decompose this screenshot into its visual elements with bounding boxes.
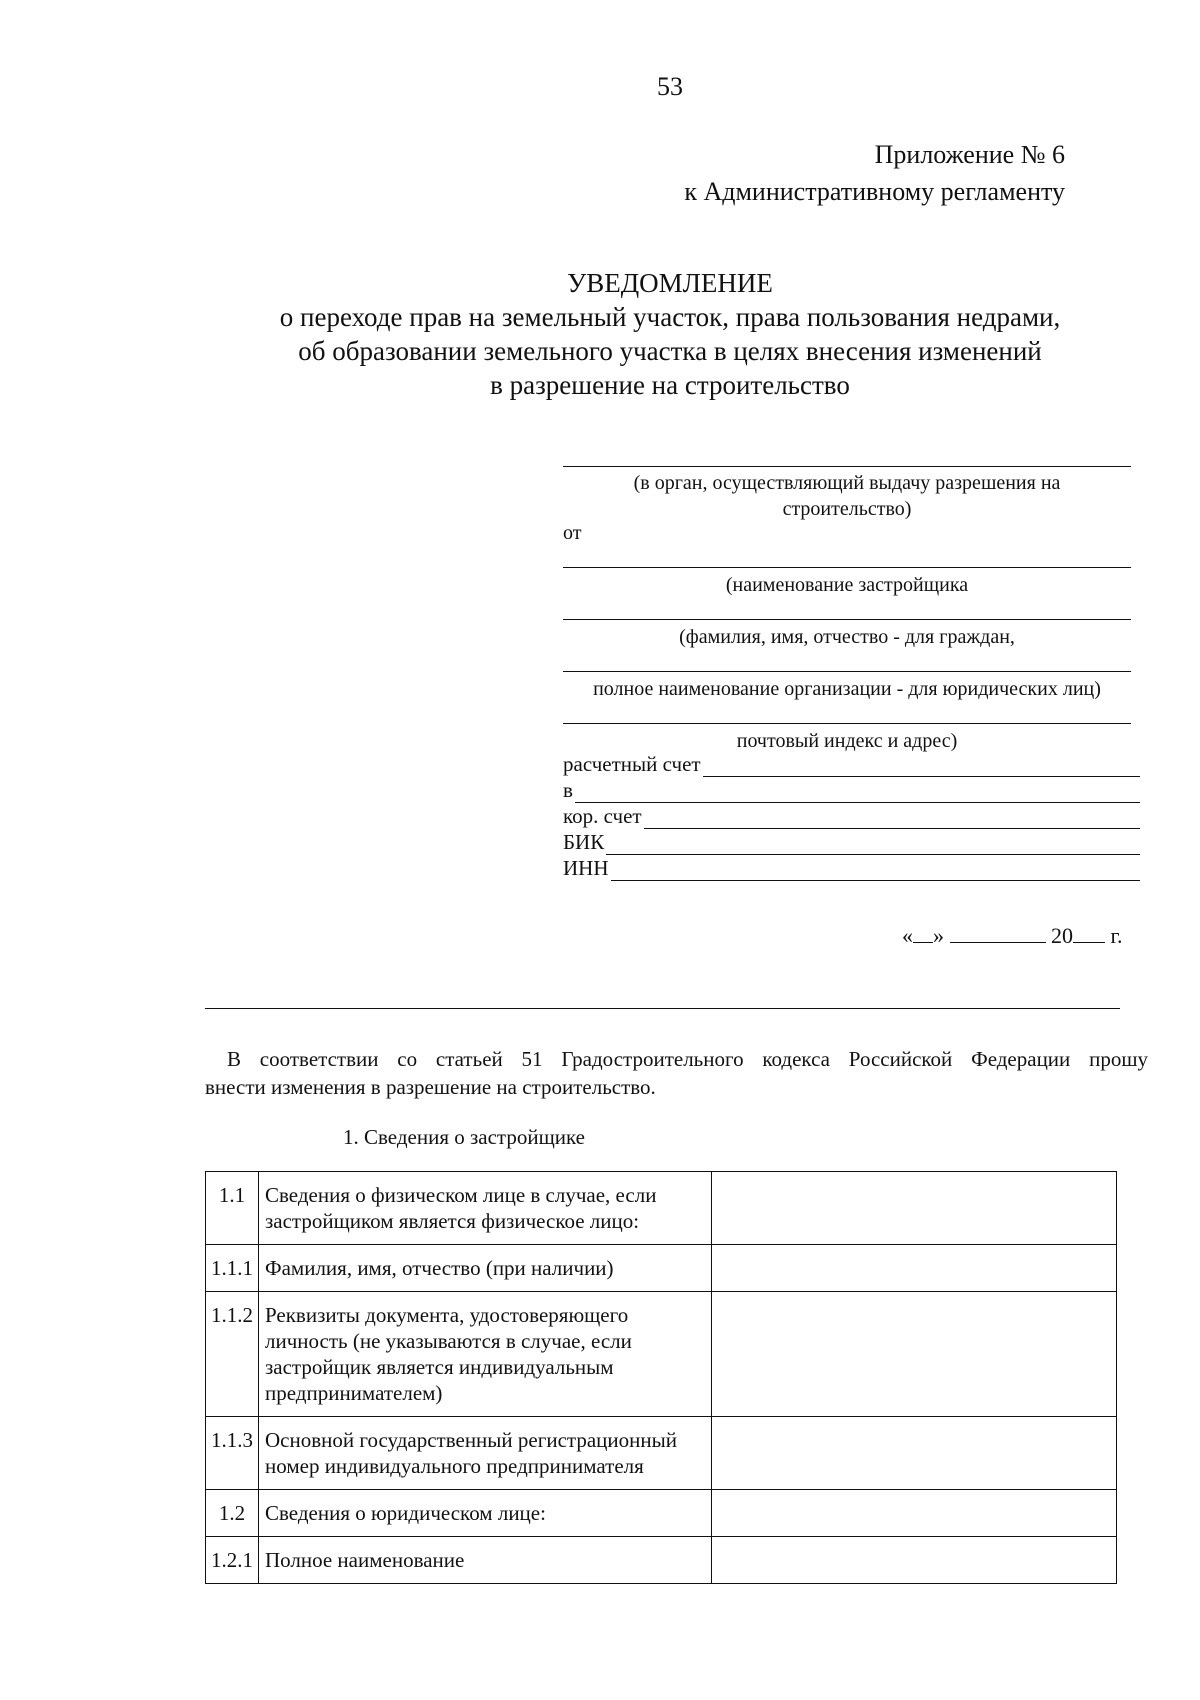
inn-input-line[interactable] [611, 862, 1141, 881]
row-label: Сведения о юридическом лице: [259, 1490, 712, 1537]
title-line-3: в разрешение на строительство [490, 370, 850, 400]
page-number: 53 [657, 72, 683, 101]
bik-field [563, 830, 1140, 855]
organization-line[interactable] [563, 671, 1131, 672]
account-input-line[interactable] [703, 758, 1140, 777]
row-value-cell[interactable] [712, 1417, 1117, 1490]
corr-account-field [563, 804, 1140, 829]
row-number: 1.1.1 [206, 1245, 259, 1292]
address-caption: почтовый индекс и адрес) [736, 730, 958, 752]
section-title: 1. Сведения о застройщике [343, 1125, 586, 1149]
developer-info-table [205, 1171, 1117, 1584]
table-row [206, 1490, 1117, 1537]
title-heading: УВЕДОМЛЕНИЕ [567, 268, 773, 298]
appendix-number: Приложение № 6 [874, 140, 1065, 169]
inn-field [563, 856, 1140, 881]
row-number: 1.1.2 [206, 1292, 259, 1417]
table-row [206, 1292, 1117, 1417]
row-label: Фамилия, имя, отчество (при наличии) [259, 1245, 712, 1292]
table-row [206, 1245, 1117, 1292]
title-line-1: о переходе прав на земельный участок, права пользования недрами, [279, 302, 1061, 332]
bank-label: в [563, 778, 573, 802]
organ-caption-line-1: (в орган, осуществляющий выдачу разрешения на [633, 472, 1061, 494]
row-number: 1.1.3 [206, 1417, 259, 1490]
date-close-quote: » [933, 923, 944, 948]
account-label: расчетный счет [563, 752, 701, 776]
bik-label: БИК [563, 830, 605, 854]
request-text-continued: внести изменения в разрешение на строительство. [205, 1075, 656, 1099]
developer-caption: (наименование застройщика [725, 574, 969, 596]
appendix-header [684, 136, 1065, 210]
row-number: 1.2.1 [206, 1537, 259, 1584]
bik-input-line[interactable] [606, 836, 1140, 855]
bank-field [563, 778, 1140, 803]
organ-line[interactable] [563, 466, 1131, 467]
table-row [206, 1417, 1117, 1490]
bank-input-line[interactable] [575, 784, 1140, 803]
year-suffix: г. [1110, 923, 1123, 948]
account-field [563, 752, 1140, 777]
date-field [902, 923, 1123, 949]
row-value-cell[interactable] [712, 1490, 1117, 1537]
inn-label: ИНН [563, 856, 609, 880]
row-label: Основной государственный регистрационный номер индивидуального предпринимателя [259, 1417, 712, 1490]
date-open-quote: « [902, 923, 913, 948]
fio-line[interactable] [563, 619, 1131, 620]
row-label: Реквизиты документа, удостоверяющего личность (не указываются в случае, если застройщик является индивидуальным предпринимателем) [259, 1292, 712, 1417]
table-row [206, 1537, 1117, 1584]
month-input-line[interactable] [950, 924, 1046, 943]
row-value-cell[interactable] [712, 1245, 1117, 1292]
organ-caption-line-2: строительство) [782, 498, 912, 520]
document-title [0, 266, 1200, 402]
row-number: 1.1 [206, 1172, 259, 1245]
developer-line[interactable] [563, 567, 1131, 568]
row-value-cell[interactable] [712, 1537, 1117, 1584]
row-value-cell[interactable] [712, 1292, 1117, 1417]
fio-caption: (фамилия, имя, отчество - для граждан, [679, 626, 1015, 648]
organization-caption: полное наименование организации - для юридических лиц) [593, 678, 1101, 700]
row-number: 1.2 [206, 1490, 259, 1537]
request-paragraph [205, 1045, 1148, 1101]
table-row [206, 1172, 1117, 1245]
from-label: от [563, 522, 582, 544]
signature-separator-line [205, 1008, 1120, 1009]
row-value-cell[interactable] [712, 1172, 1117, 1245]
corr-account-label: кор. счет [563, 804, 642, 828]
row-label: Полное наименование [259, 1537, 712, 1584]
day-input-line[interactable] [913, 924, 933, 943]
appendix-reference: к Административному регламенту [684, 177, 1065, 206]
organ-caption [563, 470, 1131, 522]
request-text: В соответствии со статьей 51 Градостроительного кодекса Российской Федерации прошу [227, 1047, 1148, 1071]
corr-account-input-line[interactable] [644, 810, 1140, 829]
year-prefix: 20 [1051, 923, 1073, 948]
title-line-2: об образовании земельного участка в целях внесения изменений [298, 336, 1042, 366]
address-line[interactable] [563, 723, 1131, 724]
year-input-line[interactable] [1073, 924, 1105, 943]
row-label: Сведения о физическом лице в случае, если застройщиком является физическое лицо: [259, 1172, 712, 1245]
